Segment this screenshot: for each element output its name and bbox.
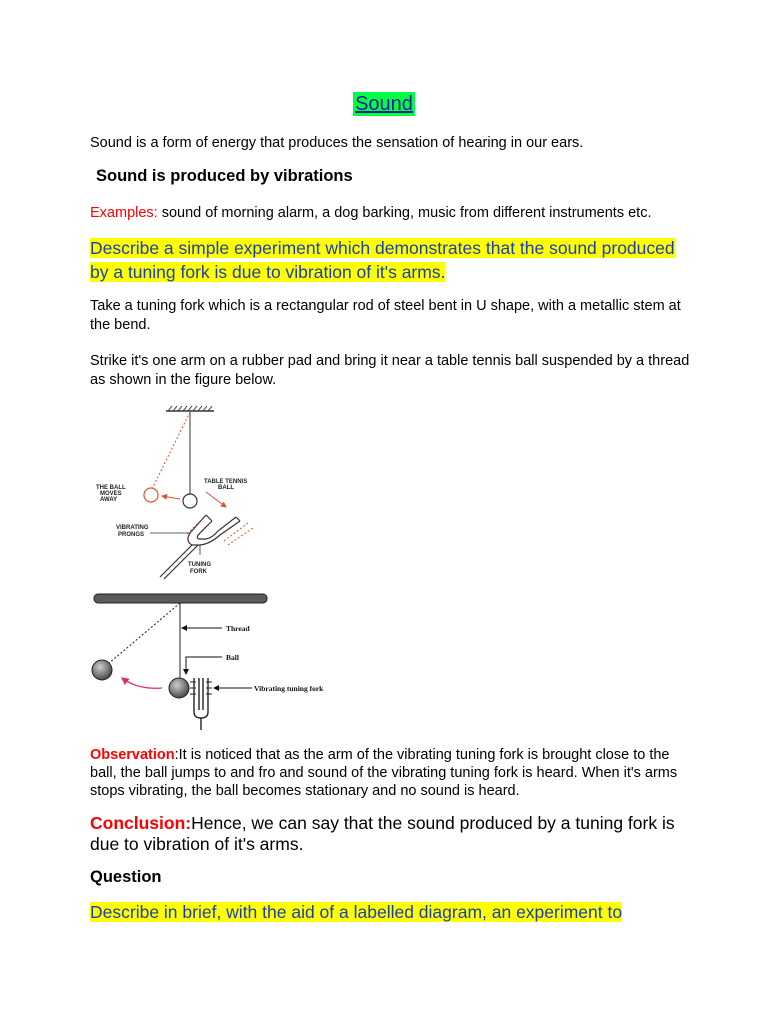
fig1-label-vibrating-prongs-2: PRONGS (118, 532, 145, 538)
conclusion-paragraph (90, 813, 690, 855)
examples-label: Examples: (90, 205, 158, 221)
examples-text: sound of morning alarm, a dog barking, music from different instruments etc. (157, 205, 652, 221)
fig1-label-ball-moves-away-3: AWAY (100, 497, 118, 503)
question-heading: Question (90, 868, 162, 886)
observation-text: :It is noticed that as the arm of the vibrating tuning fork is brought close to the ball, the ball jumps to and fro and sound of the vibrating tuning fork is heard. When it's arms stops vibrating, the ball becomes stationary and no sound is heard. (90, 747, 678, 799)
page-title: Sound (355, 93, 413, 115)
question-2 (90, 900, 622, 924)
conclusion-label: Conclusion: (90, 813, 192, 833)
observation-paragraph (90, 746, 690, 800)
fig1-label-table-tennis-ball-2: BALL (218, 485, 234, 491)
conclusion-text: Hence, we can say that the sound produced by a tuning fork is due to vibration of it's arms. (90, 813, 675, 854)
fig2-label-vibrating-tuning-fork: Vibrating tuning fork (254, 684, 324, 693)
question-1 (90, 236, 690, 284)
figure-ball-thread-fork (86, 590, 336, 735)
observation-label: Observation (90, 747, 175, 763)
question-2-text: Describe in brief, with the aid of a labelled diagram, an experiment to (90, 902, 623, 922)
fig1-label-ball-moves-away-2: MOVES (100, 491, 122, 497)
title-container (0, 92, 768, 116)
fig2-label-ball: Ball (226, 653, 239, 662)
fig1-label-tuning-fork-2: FORK (190, 569, 207, 575)
step-2-paragraph: Strike it's one arm on a rubber pad and bring it near a table tennis ball suspended by a thread as shown in the figure below. (90, 353, 690, 388)
fig2-label-thread: Thread (226, 624, 250, 633)
step-1-paragraph: Take a tuning fork which is a rectangular rod of steel bent in U shape, with a metallic stem at the bend. (90, 298, 681, 333)
examples-paragraph (90, 204, 690, 223)
figure-tuning-fork-pendulum (88, 405, 260, 580)
section-heading: Sound is produced by vibrations (96, 167, 353, 185)
fig1-label-tuning-fork-1: TUNING (188, 562, 211, 568)
intro-paragraph: Sound is a form of energy that produces the sensation of hearing in our ears. (90, 135, 584, 151)
fig1-label-ball-moves-away-1: THE BALL (96, 485, 126, 491)
fig1-label-vibrating-prongs-1: VIBRATING (116, 525, 149, 531)
question-1-text: Describe a simple experiment which demonstrates that the sound produced by a tuning fork is due to vibration of it's arms. (90, 238, 675, 282)
fig1-label-table-tennis-ball-1: TABLE TENNIS (204, 479, 248, 485)
